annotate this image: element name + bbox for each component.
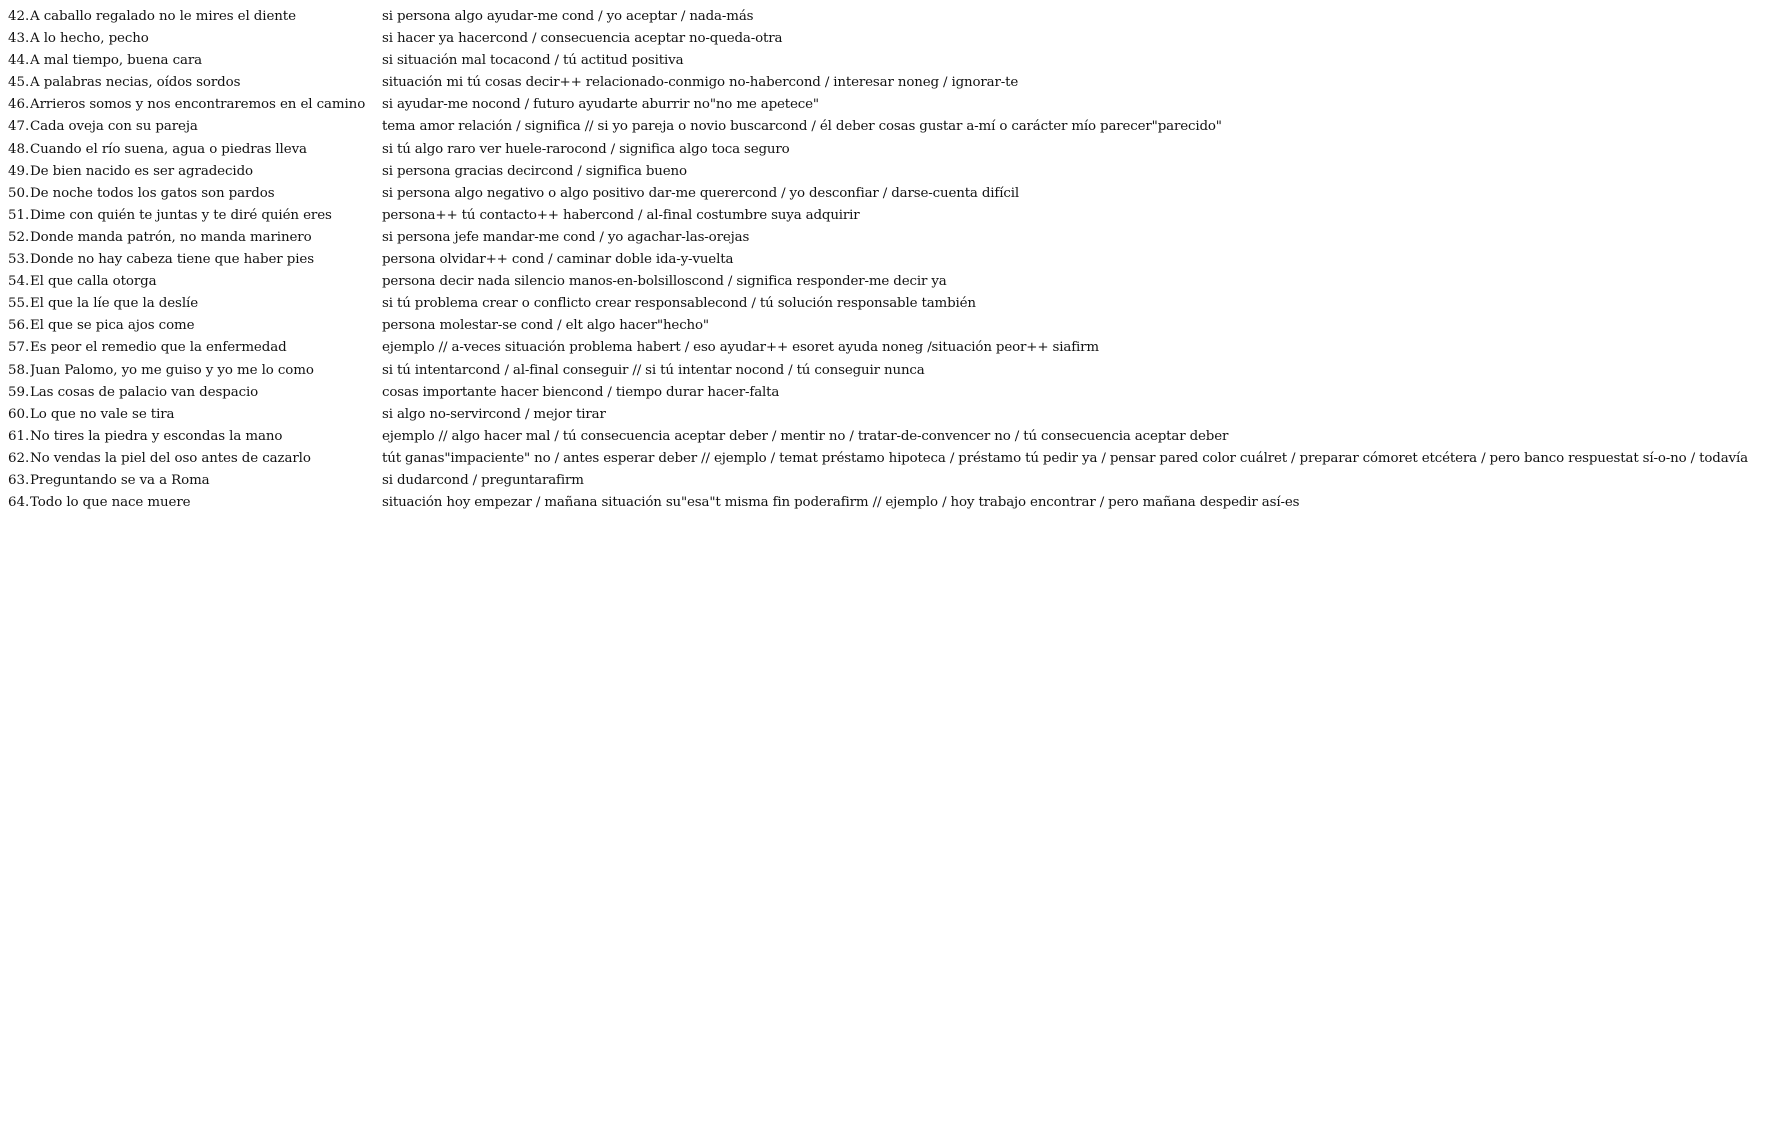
gloss-text: si tú intentarcond / al-final conseguir // si tú intentar nocond / tú conseguir nunca (382, 362, 925, 378)
item-number: 49. (8, 163, 30, 179)
list-item (8, 161, 1768, 183)
list-item (8, 404, 1768, 426)
item-number: 42. (8, 9, 30, 24)
proverb-text: Todo lo que nace muere (30, 495, 191, 511)
proverb-text: Cada oveja con su pareja (30, 119, 198, 135)
list-item (8, 315, 1768, 337)
list-item (8, 116, 1768, 138)
list-item (8, 448, 1768, 470)
gloss-text: persona molestar-se cond / elt algo hacer"hecho" (382, 318, 709, 334)
gloss-text: si persona algo negativo o algo positivo dar-me querercond / yo desconfiar / darse-cuenta difícil (382, 185, 1019, 201)
list-item (8, 492, 1768, 514)
list-item (8, 426, 1768, 448)
gloss-text: ejemplo // a-veces situación problema habert / eso ayudar++ esoret ayuda noneg /situación peor++ siafirm (382, 340, 1099, 356)
item-number: 63. (8, 472, 30, 488)
item-number: 50. (8, 185, 30, 201)
item-number: 58. (8, 362, 30, 378)
list-item (8, 6, 1768, 28)
item-number: 61. (8, 428, 30, 444)
proverb-list (8, 6, 1768, 514)
list-item (8, 337, 1768, 359)
proverb-text: Arrieros somos y nos encontraremos en el camino (30, 97, 366, 113)
item-number: 64. (8, 495, 30, 511)
gloss-text: ejemplo // algo hacer mal / tú consecuencia aceptar deber / mentir no / tratar-de-convencer no / tú consecuencia aceptar deber (382, 428, 1229, 444)
item-number: 59. (8, 384, 30, 400)
item-number: 53. (8, 252, 30, 268)
proverb-text: No tires la piedra y escondas la mano (30, 428, 283, 444)
list-item (8, 205, 1768, 227)
item-number: 51. (8, 207, 30, 223)
list-item (8, 249, 1768, 271)
proverb-text: El que calla otorga (30, 274, 157, 290)
proverb-text: Juan Palomo, yo me guiso y yo me lo como (30, 362, 314, 378)
gloss-text: persona olvidar++ cond / caminar doble ida-y-vuelta (382, 252, 734, 268)
proverb-text: Cuando el río suena, agua o piedras lleva (30, 141, 307, 157)
item-number: 55. (8, 296, 30, 312)
gloss-text: tút ganas"impaciente" no / antes esperar deber // ejemplo / temat préstamo hipoteca / préstamo tú pedir ya / pensar pared color cuálret / preparar cómoret etcétera / pero banco respuestat sí-o-no / todavía (382, 450, 1748, 466)
list-item (8, 139, 1768, 161)
proverb-text: Las cosas de palacio van despacio (30, 384, 259, 400)
gloss-text: si persona jefe mandar-me cond / yo agachar-las-orejas (382, 229, 750, 245)
gloss-text: si tú problema crear o conflicto crear responsablecond / tú solución responsable también (382, 296, 976, 312)
list-item (8, 94, 1768, 116)
gloss-text: persona decir nada silencio manos-en-bolsilloscond / significa responder-me decir ya (382, 274, 947, 290)
proverb-text: Donde no hay cabeza tiene que haber pies (30, 252, 315, 268)
list-item (8, 28, 1768, 50)
proverb-text: Preguntando se va a Roma (30, 472, 210, 488)
item-number: 45. (8, 75, 30, 91)
item-number: 57. (8, 340, 30, 356)
list-item (8, 382, 1768, 404)
proverb-text: A mal tiempo, buena cara (30, 53, 203, 69)
item-number: 44. (8, 53, 30, 69)
gloss-text: si persona gracias decircond / significa bueno (382, 163, 687, 179)
gloss-text: persona++ tú contacto++ habercond / al-final costumbre suya adquirir (382, 207, 860, 223)
list-item (8, 360, 1768, 382)
gloss-text: situación mi tú cosas decir++ relacionado-conmigo no-habercond / interesar noneg / ignorar-te (382, 75, 1019, 91)
item-number: 43. (8, 31, 30, 47)
list-item (8, 293, 1768, 315)
gloss-text: tema amor relación / significa // si yo pareja o novio buscarcond / él deber cosas gustar a-mí o carácter mío parecer"parecido" (382, 119, 1222, 135)
proverb-text: Lo que no vale se tira (30, 406, 175, 422)
item-number: 47. (8, 119, 30, 135)
gloss-text: si ayudar-me nocond / futuro ayudarte aburrir no"no me apetece" (382, 97, 819, 113)
proverb-text: El que la líe que la deslíe (30, 296, 199, 312)
gloss-text: si dudarcond / preguntarafirm (382, 472, 584, 488)
item-number: 60. (8, 406, 30, 422)
gloss-text: si situación mal tocacond / tú actitud positiva (382, 53, 684, 69)
gloss-text: si persona algo ayudar-me cond / yo aceptar / nada-más (382, 9, 754, 24)
item-number: 56. (8, 318, 30, 334)
proverb-text: A caballo regalado no le mires el diente (30, 9, 296, 24)
proverb-text: A palabras necias, oídos sordos (30, 75, 241, 91)
gloss-text: situación hoy empezar / mañana situación su"esa"t misma fin poderafirm // ejemplo / hoy trabajo encontrar / pero mañana despedir así-es (382, 495, 1300, 511)
proverb-text: Donde manda patrón, no manda marinero (30, 229, 312, 245)
item-number: 46. (8, 97, 30, 113)
list-item (8, 271, 1768, 293)
item-number: 62. (8, 450, 30, 466)
proverb-text: De bien nacido es ser agradecido (30, 163, 254, 179)
gloss-text: si tú algo raro ver huele-rarocond / significa algo toca seguro (382, 141, 790, 157)
proverb-text: No vendas la piel del oso antes de cazarlo (30, 450, 311, 466)
list-item (8, 50, 1768, 72)
list-item (8, 227, 1768, 249)
proverb-text: De noche todos los gatos son pardos (30, 185, 275, 201)
gloss-text: cosas importante hacer biencond / tiempo durar hacer-falta (382, 384, 780, 400)
gloss-text: si algo no-servircond / mejor tirar (382, 406, 606, 422)
proverb-text: Dime con quién te juntas y te diré quién eres (30, 207, 332, 223)
item-number: 52. (8, 229, 30, 245)
list-item (8, 72, 1768, 94)
proverb-text: Es peor el remedio que la enfermedad (30, 340, 287, 356)
proverb-text: A lo hecho, pecho (30, 31, 149, 47)
item-number: 48. (8, 141, 30, 157)
gloss-text: si hacer ya hacercond / consecuencia aceptar no-queda-otra (382, 31, 783, 47)
proverb-text: El que se pica ajos come (30, 318, 195, 334)
list-item (8, 183, 1768, 205)
item-number: 54. (8, 274, 30, 290)
list-item (8, 470, 1768, 492)
